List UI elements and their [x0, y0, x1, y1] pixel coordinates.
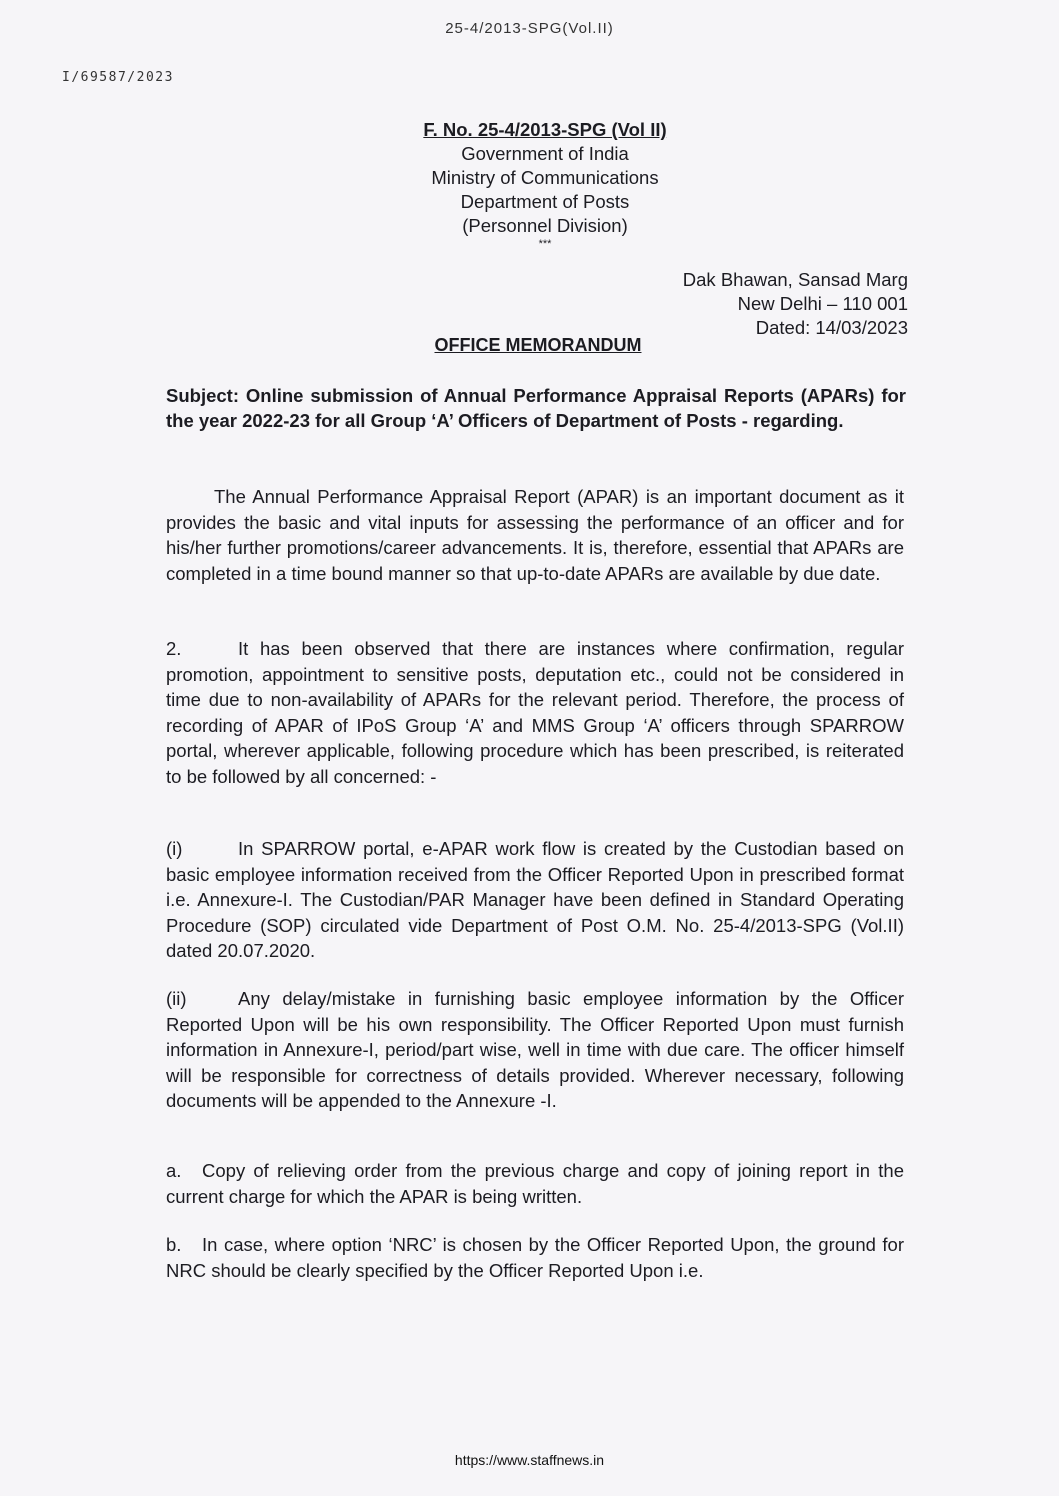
letterhead-department: Department of Posts [460, 191, 630, 212]
paragraph-b [166, 1232, 904, 1283]
paragraph-text: Copy of relieving order from the previous charge and copy of joining report in the current charge for which the APAR is being written. [166, 1160, 904, 1207]
header-file-reference: 25-4/2013-SPG(Vol.II) [445, 20, 614, 37]
paragraph-a [166, 1158, 904, 1209]
paragraph-number: b. [166, 1234, 182, 1255]
paragraph-text: In case, where option ‘NRC’ is chosen by the Officer Reported Upon, the ground for NRC should be clearly specified by the Officer Reported Upon i.e. [166, 1234, 904, 1281]
memo-date: Dated: 14/03/2023 [755, 317, 908, 338]
inward-number: I/69587/2023 [62, 70, 174, 85]
separator-stars: *** [538, 238, 552, 250]
memo-title: OFFICE MEMORANDUM [434, 335, 642, 355]
footer-url[interactable]: https://www.staffnews.in [454, 1452, 605, 1468]
letterhead [0, 118, 1059, 250]
address-block [683, 268, 908, 340]
paragraph-i [166, 836, 904, 964]
letterhead-division: (Personnel Division) [462, 215, 628, 236]
paragraph-text: It has been observed that there are instances where confirmation, regular promotion, appointment to sensitive posts, deputation etc., could not be considered in time due to non-availability of APARs for the relevant period. Therefore, the process of recording of APAR of IPoS Group ‘A’ and MMS Group ‘A’ officers through SPARROW portal, wherever applicable, following procedure which has been prescribed, is reiterated to be followed by all concerned: - [166, 638, 904, 787]
paragraph-number: 2. [166, 638, 182, 659]
letterhead-government: Government of India [461, 143, 629, 164]
paragraph-ii [166, 986, 904, 1114]
paragraph-number: (i) [166, 838, 183, 859]
paragraph-text: Any delay/mistake in furnishing basic employee information by the Officer Reported Upon will be his own responsibility. The Officer Reported Upon must furnish information in Annexure-I, period/part wise, well in time with due care. The officer himself will be responsible for correctness of details provided. Wherever necessary, following documents will be appended to the Annexure -I. [166, 988, 904, 1111]
address-line-1: Dak Bhawan, Sansad Marg [682, 269, 908, 290]
paragraph-number: (ii) [166, 988, 187, 1009]
paragraph-2 [166, 636, 904, 789]
address-line-2: New Delhi – 110 001 [737, 293, 908, 314]
paragraph-text: In SPARROW portal, e-APAR work flow is created by the Custodian based on basic employee information received from the Officer Reported Upon in prescribed format i.e. Annexure-I. The Custodian/PAR Manager have been defined in Standard Operating Procedure (SOP) circulated vide Department of Post O.M. No. 25-4/2013-SPG (Vol.II) dated 20.07.2020. [166, 838, 904, 961]
letterhead-ministry: Ministry of Communications [431, 167, 659, 188]
file-number: F. No. 25-4/2013-SPG (Vol II) [423, 119, 667, 140]
paragraph-intro: The Annual Performance Appraisal Report (APAR) is an important document as it provides the basic and vital inputs for assessing the performance of an officer and for his/her further promotions/career advancements. It is, therefore, essential that APARs are completed in a time bound manner so that up-to-date APARs are available by due date. [166, 486, 904, 584]
subject-line: Subject: Online submission of Annual Performance Appraisal Reports (APARs) for the year 2022-23 for all Group ‘A’ Officers of Department of Posts - regarding. [166, 385, 906, 431]
paragraph-number: a. [166, 1160, 182, 1181]
